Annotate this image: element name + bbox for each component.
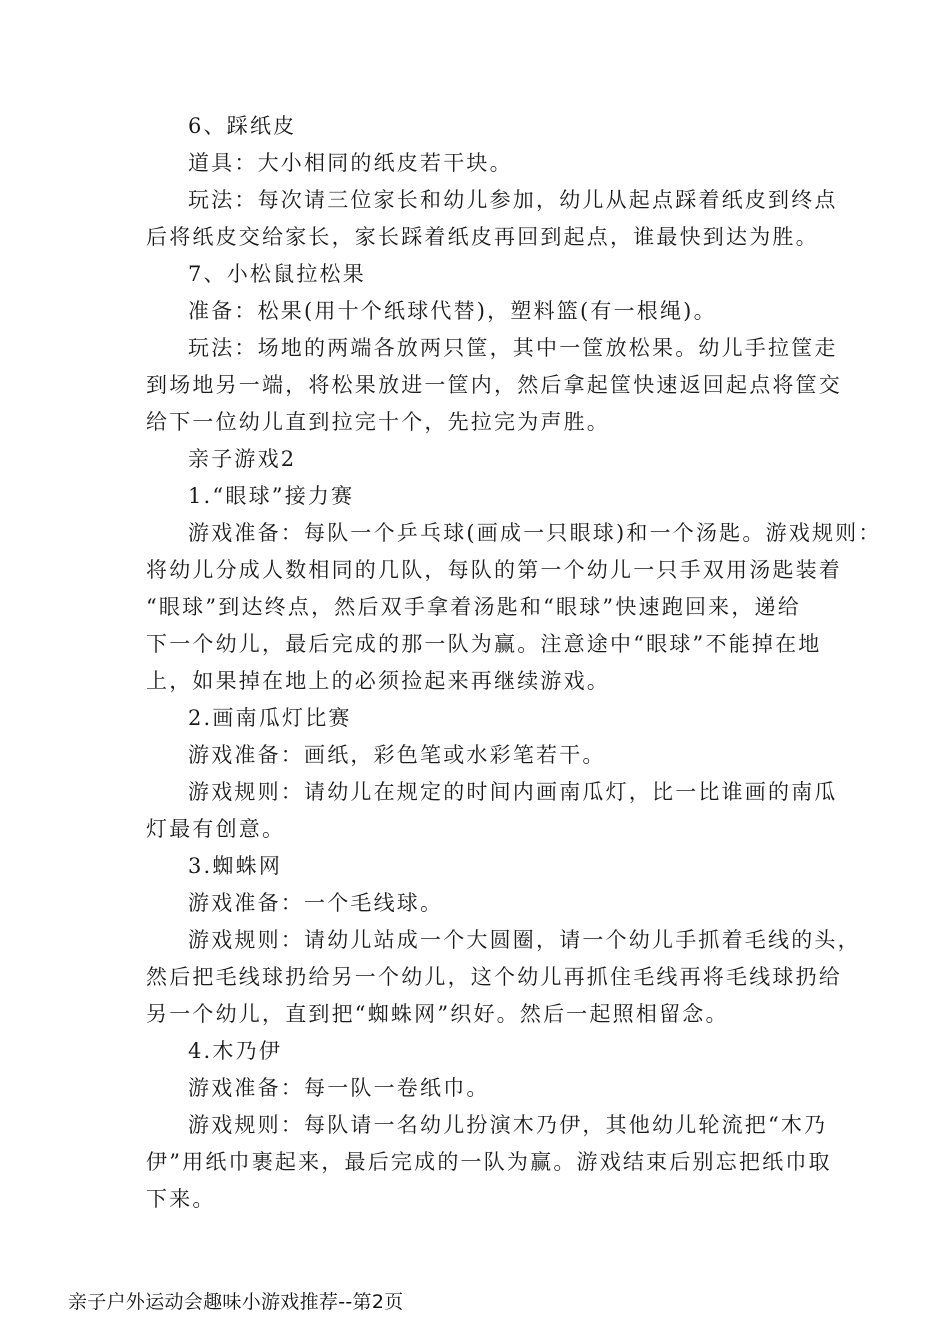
text-line: 游戏规则：请幼儿站成一个大圆圈，请一个幼儿手抓着毛线的头，: [188, 928, 861, 952]
text-line: 游戏准备：每队一个乒乓球(画成一只眼球)和一个汤匙。游戏规则：: [188, 521, 882, 545]
text-line: 下一个幼儿，最后完成的那一队为赢。注意途中“眼球”不能掉在地: [146, 632, 822, 656]
text-line: 4.木乃伊: [188, 1039, 283, 1063]
text-line: 上，如果掉在地上的必须捡起来再继续游戏。: [146, 669, 610, 693]
page-footer: 亲子户外运动会趣味小游戏推荐--第2页: [68, 1291, 404, 1313]
text-line: 游戏准备：画纸，彩色笔或水彩笔若干。: [188, 743, 606, 767]
text-line: 下来。: [146, 1187, 216, 1211]
text-line: 另一个幼儿，直到把“蜘蛛网”织好。然后一起照相留念。: [146, 1002, 729, 1026]
text-line: 3.蜘蛛网: [188, 854, 283, 878]
text-line: 7、小松鼠拉松果: [188, 262, 366, 286]
text-line: 2.画南瓜灯比赛: [188, 706, 352, 730]
text-line: 给下一位幼儿直到拉完十个，先拉完为声胜。: [146, 410, 610, 434]
text-line: 游戏准备：每一队一卷纸巾。: [188, 1076, 490, 1100]
text-line: 灯最有创意。: [146, 817, 286, 841]
text-line: 到场地另一端，将松果放进一筐内，然后拿起筐快速返回起点将筐交: [146, 373, 842, 397]
text-line: 道具：大小相同的纸皮若干块。: [188, 151, 513, 175]
text-line: 伊”用纸巾裹起来，最后完成的一队为赢。游戏结束后别忘把纸巾取: [146, 1150, 832, 1174]
text-line: 玩法：场地的两端各放两只筐，其中一筐放松果。幼儿手拉筐走: [188, 336, 838, 360]
text-line: 游戏规则：请幼儿在规定的时间内画南瓜灯，比一比谁画的南瓜: [188, 780, 838, 804]
text-line: 游戏规则：每队请一名幼儿扮演木乃伊，其他幼儿轮流把“木乃: [188, 1113, 828, 1137]
text-line: “眼球”到达终点，然后双手拿着汤匙和“眼球”快速跑回来，递给: [146, 595, 801, 619]
text-line: 亲子游戏2: [188, 447, 297, 471]
text-line: 后将纸皮交给家长，家长踩着纸皮再回到起点，谁最快到达为胜。: [146, 225, 819, 249]
text-line: 玩法：每次请三位家长和幼儿参加，幼儿从起点踩着纸皮到终点: [188, 188, 838, 212]
document-body: [146, 108, 882, 1218]
text-line: 然后把毛线球扔给另一个幼儿，这个幼儿再抓住毛线再将毛线球扔给: [146, 965, 842, 989]
text-line: 1.“眼球”接力赛: [188, 484, 355, 508]
text-line: 6、踩纸皮: [188, 114, 297, 138]
text-line: 游戏准备：一个毛线球。: [188, 891, 444, 915]
text-line: 准备：松果(用十个纸球代替)，塑料篮(有一根绳)。: [188, 299, 717, 323]
text-line: 将幼儿分成人数相同的几队，每队的第一个幼儿一只手双用汤匙装着: [146, 558, 842, 582]
